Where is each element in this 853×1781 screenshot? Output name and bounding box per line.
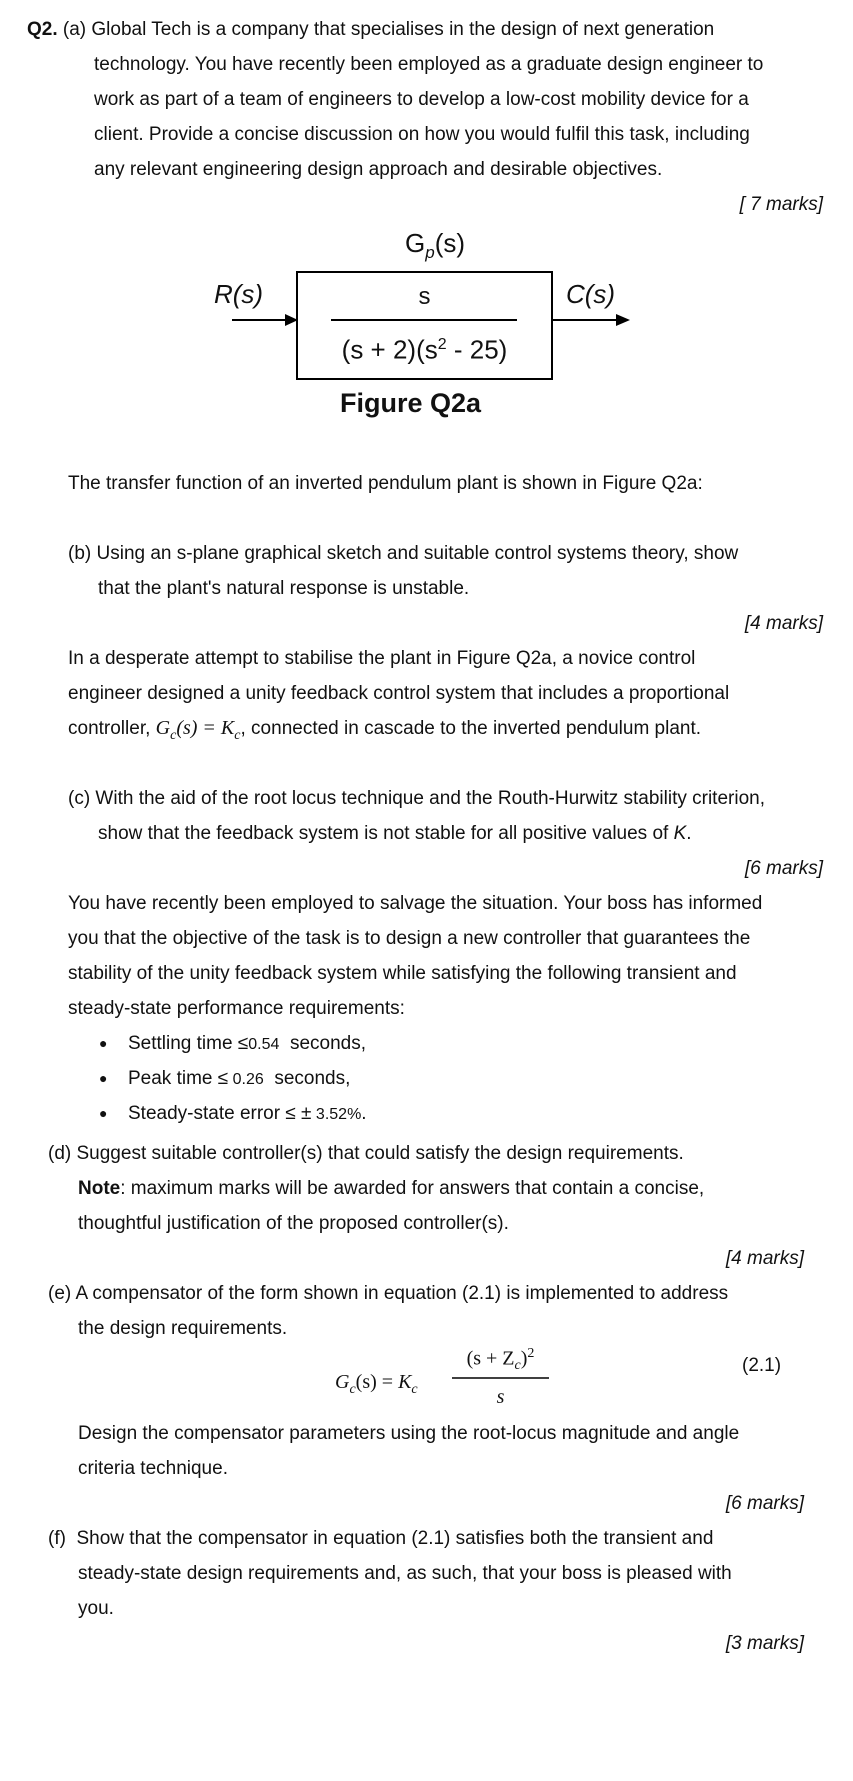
proportional-controller-math [155,717,241,743]
salvage-line-4: steady-state performance requirements: [68,998,405,1019]
den-part-b: - 25) [446,334,508,365]
requirement-steady-state-error [128,1096,367,1132]
equation-denominator: s [496,1386,505,1408]
req-1-symbol: ≤ [237,1033,249,1054]
requirement-peak-time [128,1061,350,1097]
salvage-line-3: stability of the unity feedback system while satisfying the following transient and [68,963,737,984]
salvage-line-1: You have recently been employed to salvage the situation. Your boss has informed [68,893,763,914]
question-c-line-2 [98,816,692,851]
question-f-line-2: steady-state design requirements and, as such, that your boss is pleased with [78,1563,732,1584]
req-2-label: Peak time [128,1068,218,1089]
marks-b: [4 marks] [744,613,823,634]
question-b-line-2: that the plant's natural response is unstable. [98,578,470,599]
question-c-line-2-post: . [686,823,692,844]
req-2-symbol: ≤ [217,1068,229,1089]
marks-e: [6 marks] [725,1493,804,1514]
note-label: Note [78,1178,121,1199]
eq-k: K [398,1371,412,1393]
bullet-2: ● [99,1070,108,1086]
equation-fraction-bar [452,1376,552,1380]
req-3-symbol: ≤ ± [285,1103,312,1124]
req-3-end: . [361,1103,367,1124]
marks-d: [4 marks] [725,1248,804,1269]
output-arrow-head [616,314,630,326]
question-a-line-2: technology. You have recently been employed as a graduate design engineer to [94,54,764,75]
novice-line-3-post: , connected in cascade to the inverted pendulum plant. [240,718,702,739]
eq-g: G [335,1371,350,1393]
plant-label-sub: p [425,243,435,263]
question-e-line-4: criteria technique. [78,1458,228,1479]
marks-f: [3 marks] [725,1633,804,1654]
question-c-line-2-pre: show that the feedback system is not stable for all positive values of [98,823,674,844]
equation-numerator [453,1341,548,1379]
novice-line-3 [68,711,701,753]
bullet-3: ● [99,1105,108,1121]
question-a-line-5: any relevant engineering design approach and desirable objectives. [94,159,663,180]
req-2-unit: seconds, [263,1068,351,1089]
figure-caption: Figure Q2a [340,388,482,418]
req-1-value: 0.54 [248,1036,280,1053]
req-3-label: Steady-state error [128,1103,286,1124]
eq-g-sub: c [349,1381,356,1397]
question-b-line-1: (b) Using an s-plane graphical sketch and suitable control systems theory, show [68,543,739,564]
novice-line-3-pre: controller, [68,718,156,739]
novice-line-1: In a desperate attempt to stabilise the plant in Figure Q2a, a novice control [68,648,696,669]
question-e-line-1: (e) A compensator of the form shown in equation (2.1) is implemented to address [48,1283,729,1304]
eq-num-exp: 2 [527,1346,535,1361]
question-f-line-1: (f) Show that the compensator in equation (2.1) satisfies both the transient and [48,1528,714,1549]
novice-line-2: engineer designed a unity feedback control system that includes a proportional [68,683,730,704]
den-part-a: (s + 2)(s [341,334,438,365]
plant-label-arg: (s) [434,228,466,258]
math-g-sub: c [170,728,177,743]
question-number: Q2. [27,19,58,40]
marks-a: [ 7 marks] [739,194,823,215]
input-signal-label: R(s) [214,279,264,309]
gain-k: K [673,823,687,844]
req-1-unit: seconds, [279,1033,367,1054]
intro-text: The transfer function of an inverted pendulum plant is shown in Figure Q2a: [68,473,703,494]
requirement-settling-time [128,1026,366,1062]
question-a-line-4: client. Provide a concise discussion on how you would fulfil this task, including [94,124,750,145]
math-g: G [155,717,171,739]
question-c-line-1: (c) With the aid of the root locus technique and the Routh-Hurwitz stability criterion, [68,788,765,809]
eq-num-b: ) [520,1347,528,1370]
equation-lhs [335,1368,418,1404]
question-d-note [78,1171,704,1206]
plant-denominator [297,330,552,365]
req-1-label: Settling time [128,1033,238,1054]
eq-num-a: (s + Z [466,1347,515,1370]
question-e-line-2: the design requirements. [78,1318,288,1339]
eq-k-sub: c [411,1381,418,1397]
output-signal-label: C(s) [566,279,616,309]
math-k-sub: c [234,728,241,743]
note-text: : maximum marks will be awarded for answers that contain a concise, [120,1178,705,1199]
eq-num-sub: c [514,1358,521,1374]
bullet-1: ● [99,1035,108,1051]
question-a-line-3: work as part of a team of engineers to develop a low-cost mobility device for a [94,89,749,110]
salvage-line-2: you that the objective of the task is to design a new controller that guarantees the [68,928,751,949]
question-f-line-3: you. [78,1598,114,1619]
eq-lhs-rest: (s) = [355,1371,399,1393]
plant-label-g: G [405,228,426,258]
math-rest: (s) = K [176,717,235,739]
question-d-line-3: thoughtful justification of the proposed controller(s). [78,1213,509,1234]
plant-numerator: s [418,283,431,310]
den-exponent: 2 [437,336,447,353]
q2a-text-1: (a) Global Tech is a company that specialises in the design of next generation [62,19,715,40]
question-d-line-1: (d) Suggest suitable controller(s) that could satisfy the design requirements. [48,1143,684,1164]
question-e-line-3: Design the compensator parameters using the root-locus magnitude and angle [78,1423,740,1444]
marks-c: [6 marks] [744,858,823,879]
req-2-value: 0.26 [228,1071,264,1088]
req-3-value: 3.52% [311,1106,362,1123]
equation-number: (2.1) [742,1355,782,1376]
